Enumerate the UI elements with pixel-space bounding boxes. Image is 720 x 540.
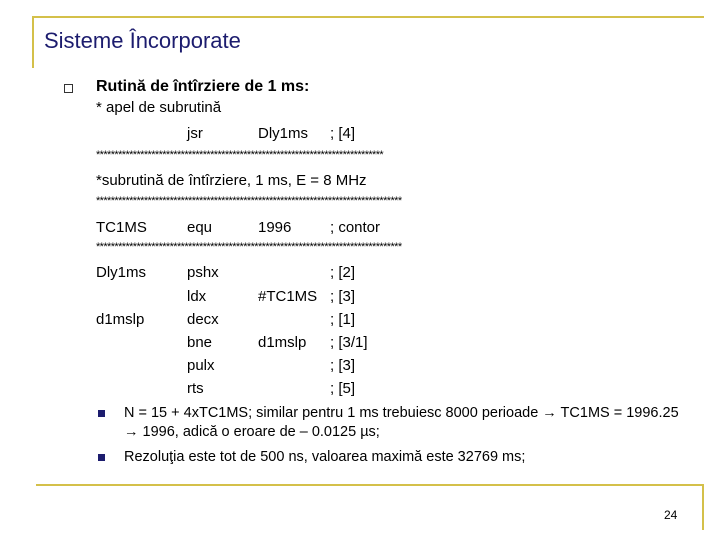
code-comment: ; [2]	[330, 264, 356, 281]
equ-label: TC1MS	[96, 219, 147, 236]
note-item: N = 15 + 4xTC1MS; similar pentru 1 ms trebuiesc 8000 perioade → TC1MS = 1996.25 → 1996, adică o eroare de – 0.0125 µs;	[124, 405, 679, 440]
frame-bottom-line	[36, 484, 704, 486]
slide-title: Sisteme Încorporate	[44, 28, 241, 53]
code-label: Dly1ms	[96, 264, 147, 281]
code-label: d1mslp	[96, 311, 145, 328]
call-operand: Dly1ms	[258, 125, 309, 142]
frame-left-line	[32, 16, 34, 68]
section-heading: Rutină de întîrziere de 1 ms:	[96, 78, 310, 95]
frame-top-line	[32, 16, 704, 18]
code-comment: ; [5]	[330, 380, 356, 397]
comment-call: * apel de subrutină	[96, 99, 222, 116]
call-comment: ; [4]	[330, 125, 356, 142]
code-mnemonic: ldx	[187, 288, 207, 305]
separator-stars-2: ***********************************************************************************	[96, 195, 402, 207]
note-item: Rezoluţia este tot de 500 ns, valoarea maximă este 32769 ms;	[124, 449, 526, 465]
code-mnemonic: bne	[187, 334, 213, 351]
equ-comment: ; contor	[330, 219, 381, 236]
equ-mnemonic: equ	[187, 219, 213, 236]
code-comment: ; [1]	[330, 311, 356, 328]
code-operand: d1mslp	[258, 334, 307, 351]
separator-stars-3: ***********************************************************************************	[96, 241, 402, 253]
code-comment: ; [3]	[330, 357, 356, 374]
code-mnemonic: decx	[187, 311, 219, 328]
code-comment: ; [3]	[330, 288, 356, 305]
checkbox-bullet-icon	[64, 84, 73, 93]
code-mnemonic: rts	[187, 380, 204, 397]
code-mnemonic: pshx	[187, 264, 219, 281]
frame-right-line	[702, 486, 704, 530]
code-mnemonic: pulx	[187, 357, 215, 374]
code-operand: #TC1MS	[258, 288, 318, 305]
separator-stars-1: ******************************************************************************	[96, 149, 384, 161]
square-bullet-icon	[98, 454, 105, 461]
page-number: 24	[664, 508, 678, 522]
call-mnemonic: jsr	[187, 125, 203, 142]
equ-operand: 1996	[258, 219, 292, 236]
code-comment: ; [3/1]	[330, 334, 368, 351]
comment-subroutine: *subrutină de întîrziere, 1 ms, E = 8 MHz	[96, 172, 367, 189]
square-bullet-icon	[98, 410, 105, 417]
